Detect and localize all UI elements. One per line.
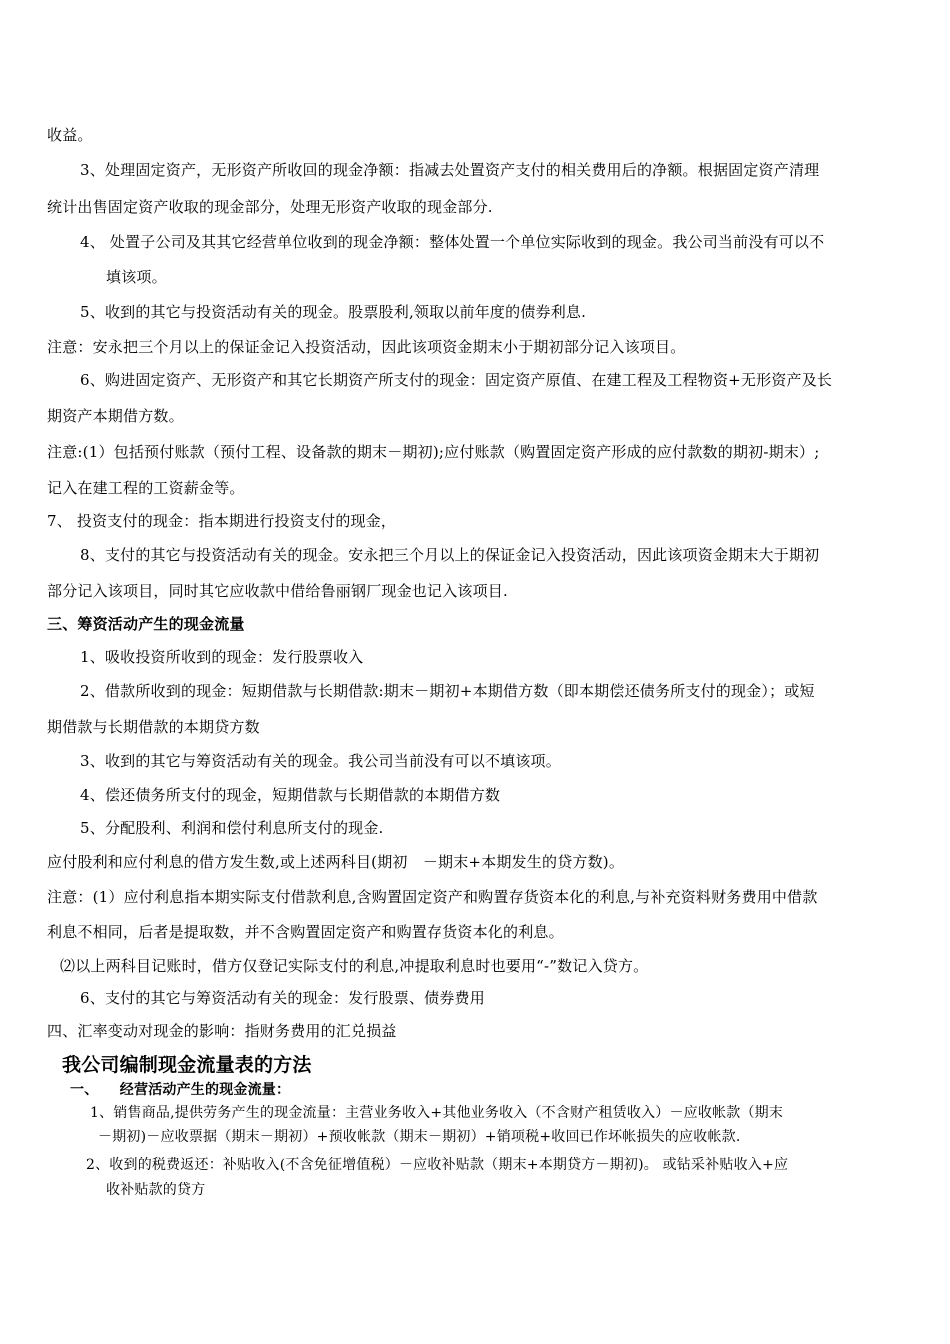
text-line: 统计出售固定资产收取的现金部分，处理无形资产收取的现金部分.: [47, 198, 493, 216]
text-line: 收补贴款的贷方: [106, 1182, 206, 1198]
text-line: 记入在建工程的工资薪金等。: [47, 479, 245, 497]
text-line: 6、支付的其它与筹资活动有关的现金：发行股票、债券费用: [80, 989, 485, 1007]
text-line: 4、偿还债务所支付的现金，短期借款与长期借款的本期借方数: [80, 786, 501, 804]
text-line: 7、 投资支付的现金：指本期进行投资支付的现金，: [47, 512, 397, 530]
text-line: 利息不相同，后者是提取数，并不含购置固定资产和购置存货资本化的利息。: [47, 923, 564, 941]
text-line: 四、汇率变动对现金的影响：指财务费用的汇兑损益: [47, 1022, 397, 1040]
note-line: 注意：(1）应付利息指本期实际支付借款利息,含购置固定资产和购置存货资本化的利息,与补充资料财务费用中借款: [47, 888, 818, 906]
text-line: 填该项。: [106, 268, 167, 286]
text-line: 3、收到的其它与筹资活动有关的现金。我公司当前没有可以不填该项。: [80, 752, 561, 770]
text-line: 8、支付的其它与投资活动有关的现金。安永把三个月以上的保证金记入投资活动，因此该项资金期末大于期初: [80, 546, 820, 564]
subsection-heading: 一、 经营活动产生的现金流量：: [70, 1082, 291, 1098]
text-line: 期资产本期借方数。: [47, 407, 184, 425]
text-line: 5、收到的其它与投资活动有关的现金。股票股利,领取以前年度的债券利息.: [80, 303, 587, 321]
text-line: 部分记入该项目，同时其它应收款中借给鲁丽钢厂现金也记入该项目.: [47, 582, 508, 600]
text-line: 5、分配股利、利润和偿付利息所支付的现金.: [80, 819, 384, 837]
page-heading: 我公司编制现金流量表的方法: [62, 1054, 312, 1076]
text-line: 2、收到的税费返还：补贴收入(不含免征增值税）－应收补贴款（期末+本期贷方－期初)。 或钻采补贴收入+应: [86, 1157, 789, 1173]
text-line: ⑵以上两科目记账时，借方仅登记实际支付的利息,冲提取利息时也要用“-”数记入贷方。: [60, 957, 649, 975]
text-line: 收益。: [47, 126, 93, 144]
note-line: 注意:(1）包括预付账款（预付工程、设备款的期末－期初);应付账款（购置固定资产形成的应付款数的期初-期末）;: [47, 443, 820, 461]
text-line: 应付股利和应付利息的借方发生数,或上述两科目(期初 －期末+本期发生的贷方数)。: [47, 853, 625, 871]
text-line: 期借款与长期借款的本期贷方数: [47, 718, 260, 736]
text-line: 4、 处置子公司及其其它经营单位收到的现金净额：整体处置一个单位实际收到的现金。我公司当前没有可以不: [80, 233, 825, 251]
note-line: 注意：安永把三个月以上的保证金记入投资活动，因此该项资金期末小于期初部分记入该项目。: [47, 338, 686, 356]
section-heading: 三、筹资活动产生的现金流量: [47, 615, 245, 633]
text-line: 1、销售商品,提供劳务产生的现金流量：主营业务收入+其他业务收入（不含财产租赁收入）－应收帐款（期末: [90, 1105, 784, 1121]
text-line: 1、吸收投资所收到的现金：发行股票收入: [80, 648, 364, 666]
text-line: 6、购进固定资产、无形资产和其它长期资产所支付的现金：固定资产原值、在建工程及工程物资+无形资产及长: [80, 371, 833, 389]
text-line: －期初)－应收票据（期末－期初）+预收帐款（期末－期初）+销项税+收回已作坏帐损失的应收帐款.: [98, 1129, 741, 1145]
text-line: 3、处理固定资产，无形资产所收回的现金净额：指减去处置资产支付的相关费用后的净额。根据固定资产清理: [80, 161, 820, 179]
text-line: 2、借款所收到的现金：短期借款与长期借款:期末－期初+本期借方数（即本期偿还债务所支付的现金）；或短: [80, 682, 815, 700]
